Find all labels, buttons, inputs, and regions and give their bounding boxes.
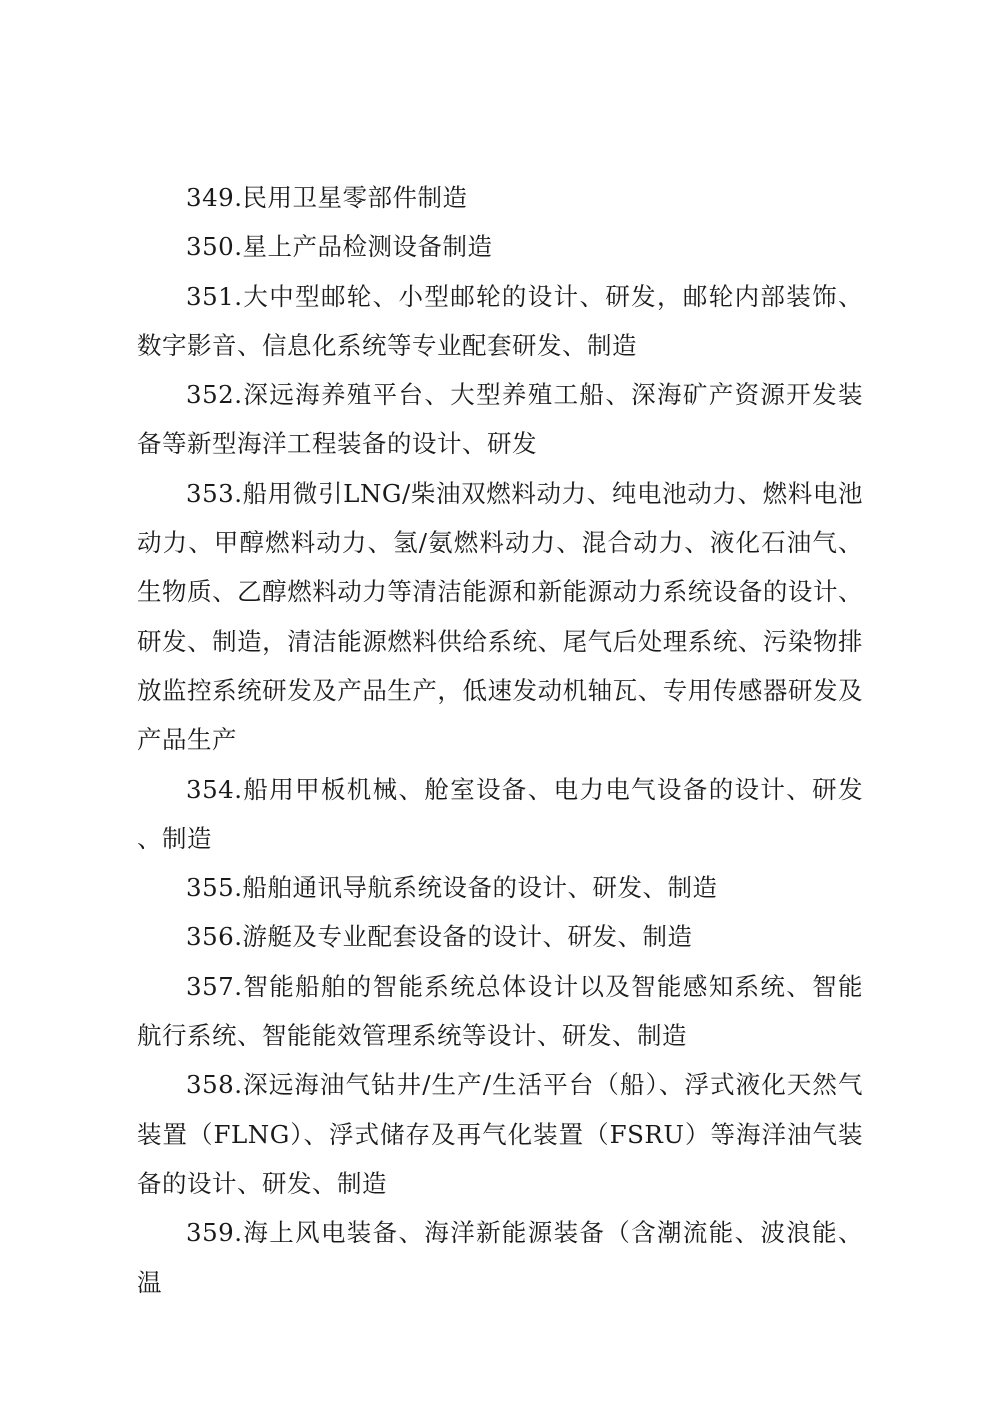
document-body bbox=[137, 173, 863, 1307]
list-item-349: 349.民用卫星零部件制造 bbox=[186, 183, 468, 212]
list-item-351: 351.大中型邮轮、小型邮轮的设计、研发，邮轮内部装饰、数字影音、信息化系统等专业配套研发、制造 bbox=[137, 281, 863, 360]
list-item-357: 357.智能船舶的智能系统总体设计以及智能感知系统、智能航行系统、智能能效管理系统等设计、研发、制造 bbox=[137, 971, 863, 1051]
list-item-354: 354.船用甲板机械、舱室设备、电力电气设备的设计、研发、制造 bbox=[137, 774, 863, 853]
list-item-355: 355.船舶通讯导航系统设备的设计、研发、制造 bbox=[186, 873, 718, 903]
list-item-350: 350.星上产品检测设备制造 bbox=[186, 232, 493, 262]
list-item-352: 352.深远海养殖平台、大型养殖工船、深海矿产资源开发装备等新型海洋工程装备的设计、研发 bbox=[137, 380, 863, 459]
list-item-353: 353.船用微引LNG/柴油双燃料动力、纯电池动力、燃料电池动力、甲醇燃料动力、氢/氨燃料动力、混合动力、液化石油气、生物质、乙醇燃料动力等清洁能源和新能源动力系统设备的设计、研发、制造，清洁能源燃料供给系统、尾气后处理系统、污染物排放监控系统研发及产品生产，低速发动机轴瓦、专用传感器研发及产品生产 bbox=[137, 478, 863, 755]
list-item-356: 356.游艇及专业配套设备的设计、研发、制造 bbox=[186, 922, 693, 952]
list-item-359: 359.海上风电装备、海洋新能源装备（含潮流能、波浪能、温 bbox=[137, 1218, 863, 1297]
list-item-358: 358.深远海油气钻井/生产/生活平台（船）、浮式液化天然气装置（FLNG）、浮式储存及再气化装置（FSRU）等海洋油气装备的设计、研发、制造 bbox=[137, 1070, 863, 1198]
